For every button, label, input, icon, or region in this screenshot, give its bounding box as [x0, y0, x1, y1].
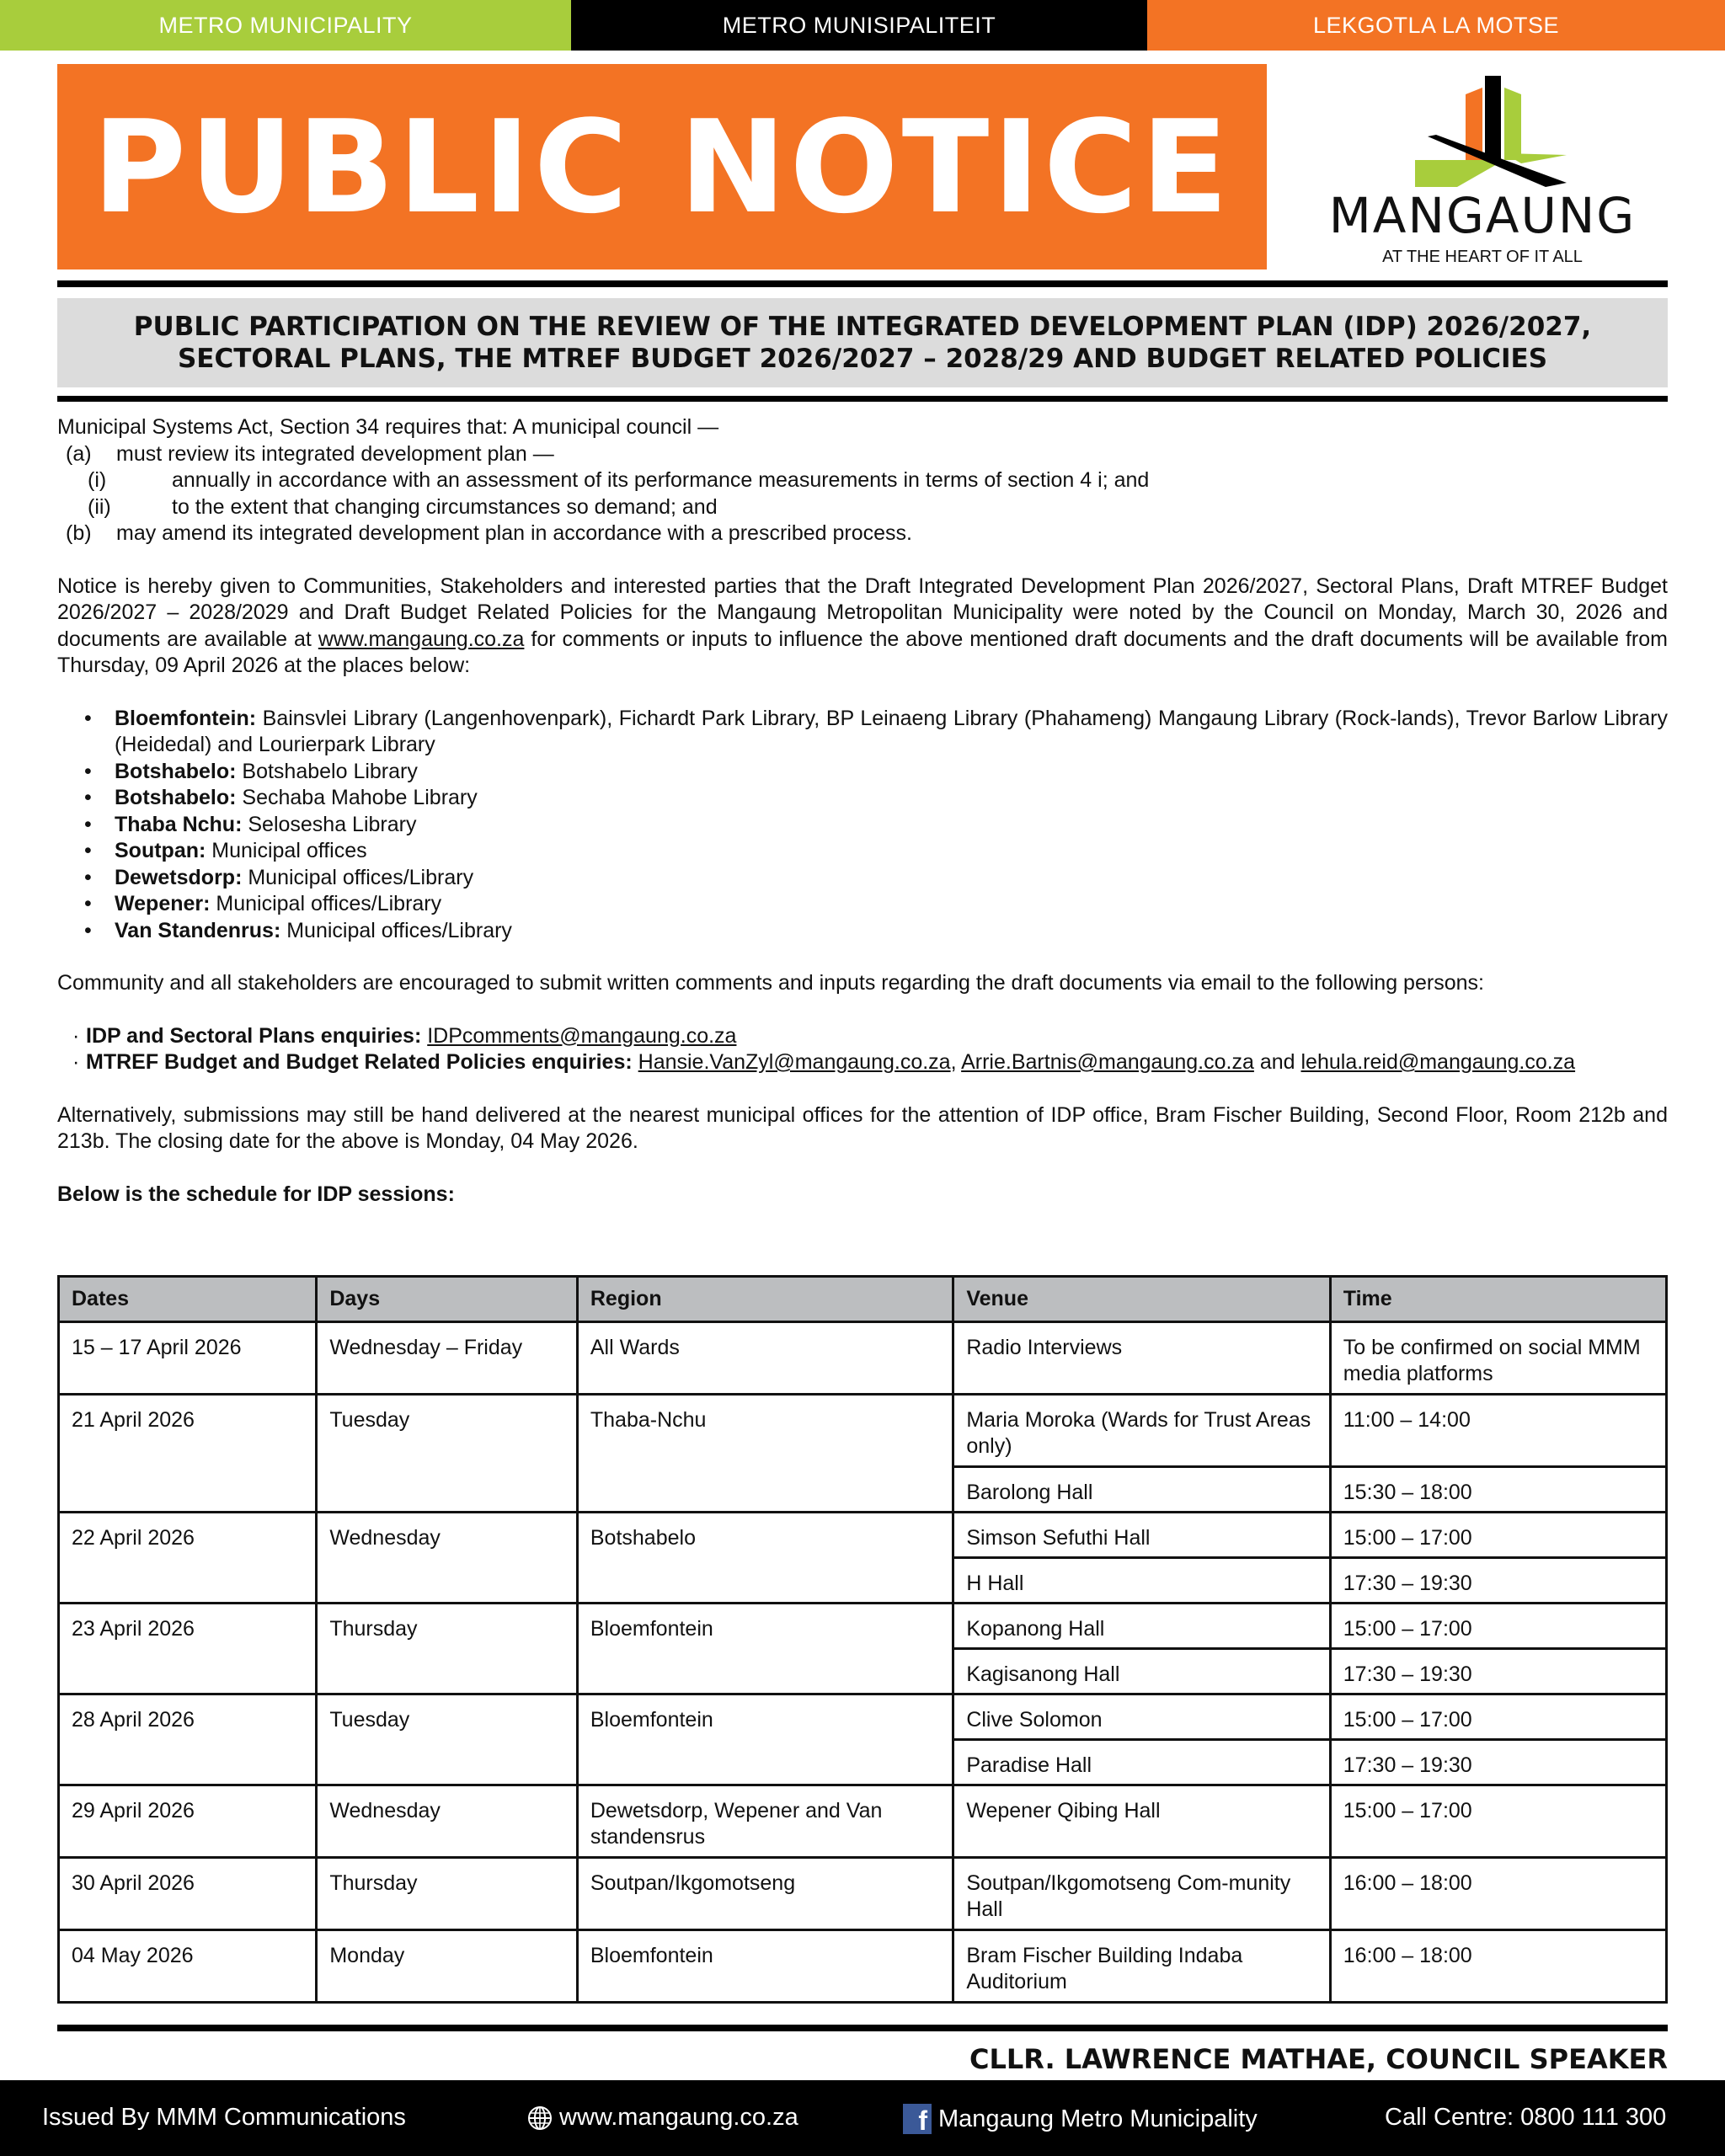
- cell-time: 15:00 – 17:00: [1330, 1513, 1666, 1558]
- idp-schedule-table: [57, 1275, 1668, 2004]
- law-marker: (b): [66, 521, 92, 545]
- cell-venue: Kopanong Hall: [953, 1604, 1330, 1649]
- law-intro: Municipal Systems Act, Section 34 requires that: A municipal council —: [57, 415, 719, 439]
- logo-tagline: AT THE HEART OF IT ALL: [1382, 248, 1583, 266]
- cell-time: To be confirmed on social MMM media platforms: [1330, 1322, 1666, 1395]
- cell-time: 15:00 – 17:00: [1330, 1785, 1666, 1858]
- divider-top: [57, 280, 1668, 287]
- law-text: may amend its integrated development plan in accordance with a prescribed process.: [116, 521, 912, 545]
- cell-region: Bloemfontein: [577, 1694, 953, 1785]
- table-row: [59, 1513, 1667, 1558]
- table-row: [59, 1395, 1667, 1467]
- cell-time: 17:30 – 19:30: [1330, 1649, 1666, 1694]
- place-item: • Dewetsdorp: Municipal offices/Library: [84, 865, 474, 889]
- law-item-i: [57, 467, 1668, 494]
- cell-day: Thursday: [317, 1858, 578, 1930]
- facebook-icon: f: [903, 2104, 932, 2134]
- cell-day: Wednesday – Friday: [317, 1322, 578, 1395]
- mangaung-logo: [1314, 61, 1651, 271]
- place-item: • Soutpan: Municipal offices: [84, 839, 367, 862]
- cell-venue: Simson Sefuthi Hall: [953, 1513, 1330, 1558]
- cell-time: 15:30 – 18:00: [1330, 1467, 1666, 1513]
- email-link-reid[interactable]: lehula.reid@mangaung.co.za: [1300, 1050, 1576, 1074]
- logo-wordmark: MANGAUNG: [1328, 187, 1637, 244]
- place-item: • Bloemfontein: Bainsvlei Library (Langenhovenpark), Fichardt Park Library, BP Leinaeng Library (Phahameng) Mangaung Library (Rock-lands), Trevor Barlow Library (Heidedal) and Lourierpark Library: [84, 706, 1668, 756]
- idp-email-link[interactable]: IDPcomments@mangaung.co.za: [427, 1023, 737, 1048]
- law-marker: (a): [66, 441, 92, 466]
- cell-date: 29 April 2026: [59, 1785, 317, 1858]
- website-link[interactable]: www.mangaung.co.za: [318, 627, 525, 651]
- footer-issued-by: Issued By MMM Communications: [42, 2104, 406, 2131]
- notice-paragraph: Notice is hereby given to Communities, Stakeholders and interested parties that the Draft Integrated Development Plan 2026/2027, Sectoral Plans, Draft MTREF Budget 2026/2027 – 2028/2029 and Draft Budget Related Policies for the Mangaung Metropolitan Municipality were noted by the Council on Monday, March 30, 2026 and documents are available at www.mangaung.co.za for comments or inputs to influence the above mentioned draft documents and the draft documents will be available from Thursday, 09 April 2026 at the places below:: [57, 574, 1668, 677]
- cell-region: Dewetsdorp, Wepener and Van standensrus: [577, 1785, 953, 1858]
- idp-enquiries: · IDP and Sectoral Plans enquiries: IDPcomments@mangaung.co.za: [72, 1023, 737, 1048]
- cell-date: 22 April 2026: [59, 1513, 317, 1604]
- email-link-vanzyl[interactable]: Hansie.VanZyl@mangaung.co.za: [638, 1050, 951, 1074]
- header-venue: Venue: [953, 1277, 1330, 1322]
- top-language-bar: [0, 0, 1725, 51]
- schedule-intro: Below is the schedule for IDP sessions:: [57, 1182, 455, 1206]
- footer-website-label: www.mangaung.co.za: [559, 2104, 798, 2131]
- cell-region: All Wards: [577, 1322, 953, 1395]
- footer-call-centre: Call Centre: 0800 111 300: [1385, 2104, 1667, 2131]
- place-item: • Botshabelo: Botshabelo Library: [84, 759, 418, 783]
- globe-icon: [527, 2105, 553, 2131]
- divider-bottom: [57, 2025, 1668, 2031]
- law-marker: (ii): [88, 494, 111, 519]
- cell-date: 15 – 17 April 2026: [59, 1322, 317, 1395]
- divider-subheading: [57, 396, 1668, 402]
- cell-day: Wednesday: [317, 1785, 578, 1858]
- cell-venue: Clive Solomon: [953, 1694, 1330, 1740]
- email-link-bartnis[interactable]: Arrie.Bartnis@mangaung.co.za: [961, 1050, 1254, 1074]
- cell-venue: Paradise Hall: [953, 1740, 1330, 1785]
- cell-day: Thursday: [317, 1604, 578, 1694]
- law-item-ii: [57, 494, 1668, 521]
- mangaung-building-logo-icon: [1314, 61, 1651, 187]
- table-header-row: [59, 1277, 1667, 1322]
- cell-date: 30 April 2026: [59, 1858, 317, 1930]
- cell-date: 23 April 2026: [59, 1604, 317, 1694]
- law-text: must review its integrated development plan —: [116, 441, 554, 466]
- cell-venue: Barolong Hall: [953, 1467, 1330, 1513]
- alternatively-paragraph: Alternatively, submissions may still be hand delivered at the nearest municipal offices for the attention of IDP office, Bram Fischer Building, Second Floor, Room 212b and 213b. The closing date for the above is Monday, 04 May 2026.: [57, 1102, 1668, 1153]
- cell-date: 04 May 2026: [59, 1930, 317, 2003]
- table-row: [59, 1858, 1667, 1930]
- cell-venue: Radio Interviews: [953, 1322, 1330, 1395]
- law-item-a: [57, 441, 1668, 468]
- topbar-afrikaans: METRO MUNISIPALITEIT: [571, 0, 1147, 51]
- subheading-line-2: SECTORAL PLANS, THE MTREF BUDGET 2026/2027 – 2028/29 AND BUDGET RELATED POLICIES: [177, 344, 1548, 374]
- subheading-line-1: PUBLIC PARTICIPATION ON THE REVIEW OF THE INTEGRATED DEVELOPMENT PLAN (IDP) 2026/2027,: [133, 312, 1592, 342]
- council-speaker-signature: CLLR. LAWRENCE MATHAE, COUNCIL SPEAKER: [969, 2043, 1668, 2075]
- cell-day: Tuesday: [317, 1694, 578, 1785]
- banner-title: PUBLIC NOTICE: [92, 92, 1232, 242]
- place-item: • Wepener: Municipal offices/Library: [84, 892, 442, 915]
- place-item: • Thaba Nchu: Selosesha Library: [84, 812, 417, 836]
- table-row: [59, 1322, 1667, 1395]
- cell-time: 16:00 – 18:00: [1330, 1930, 1666, 2003]
- cell-time: 15:00 – 17:00: [1330, 1694, 1666, 1740]
- law-text: annually in accordance with an assessment of its performance measurements in terms of section 4 i; and: [172, 468, 1150, 492]
- cell-time: 16:00 – 18:00: [1330, 1858, 1666, 1930]
- cell-region: Botshabelo: [577, 1513, 953, 1604]
- cell-time: 17:30 – 19:30: [1330, 1740, 1666, 1785]
- topbar-sesotho: LEKGOTLA LA MOTSE: [1147, 0, 1725, 51]
- law-text: to the extent that changing circumstances so demand; and: [172, 494, 718, 519]
- cell-venue: Soutpan/Ikgomotseng Com-munity Hall: [953, 1858, 1330, 1930]
- cell-region: Bloemfontein: [577, 1604, 953, 1694]
- public-notice-banner: [57, 64, 1267, 270]
- header-days: Days: [317, 1277, 578, 1322]
- cell-time: 15:00 – 17:00: [1330, 1604, 1666, 1649]
- place-item: • Botshabelo: Sechaba Mahobe Library: [84, 786, 478, 809]
- footer-facebook-label: Mangaung Metro Municipality: [938, 2105, 1258, 2132]
- cell-venue: H Hall: [953, 1558, 1330, 1604]
- cell-time: 11:00 – 14:00: [1330, 1395, 1666, 1467]
- cell-day: Tuesday: [317, 1395, 578, 1513]
- table-row: [59, 1604, 1667, 1649]
- notice-subheading: [57, 298, 1668, 387]
- header-region: Region: [577, 1277, 953, 1322]
- place-item: • Van Standenrus: Municipal offices/Library: [84, 918, 512, 942]
- footer-bar: [0, 2080, 1725, 2156]
- footer-facebook[interactable]: [903, 2104, 1258, 2134]
- cell-venue: Kagisanong Hall: [953, 1649, 1330, 1694]
- notice-body: [57, 414, 1668, 1208]
- places-list: [57, 706, 1668, 945]
- cell-time: 17:30 – 19:30: [1330, 1558, 1666, 1604]
- footer-website[interactable]: [527, 2104, 798, 2132]
- table-row: [59, 1930, 1667, 2003]
- header-dates: Dates: [59, 1277, 317, 1322]
- cell-region: Soutpan/Ikgomotseng: [577, 1858, 953, 1930]
- topbar-english: METRO MUNICIPALITY: [0, 0, 571, 51]
- cell-day: Wednesday: [317, 1513, 578, 1604]
- law-marker: (i): [88, 468, 107, 492]
- cell-region: Bloemfontein: [577, 1930, 953, 2003]
- cell-day: Monday: [317, 1930, 578, 2003]
- cell-venue: Maria Moroka (Wards for Trust Areas only): [953, 1395, 1330, 1467]
- header-time: Time: [1330, 1277, 1666, 1322]
- cell-venue: Bram Fischer Building Indaba Auditorium: [953, 1930, 1330, 2003]
- table-row: [59, 1694, 1667, 1740]
- mtref-enquiries: · MTREF Budget and Budget Related Policies enquiries: Hansie.VanZyl@mangaung.co.za, Arrie.Bartnis@mangaung.co.za and lehula.reid@mangaung.co.za: [72, 1050, 1576, 1074]
- cell-region: Thaba-Nchu: [577, 1395, 953, 1513]
- law-item-b: [57, 520, 1668, 547]
- table-row: [59, 1785, 1667, 1858]
- cell-date: 21 April 2026: [59, 1395, 317, 1513]
- cell-venue: Wepener Qibing Hall: [953, 1785, 1330, 1858]
- community-paragraph: Community and all stakeholders are encouraged to submit written comments and inputs regarding the draft documents via email to the following persons:: [57, 971, 1484, 995]
- cell-date: 28 April 2026: [59, 1694, 317, 1785]
